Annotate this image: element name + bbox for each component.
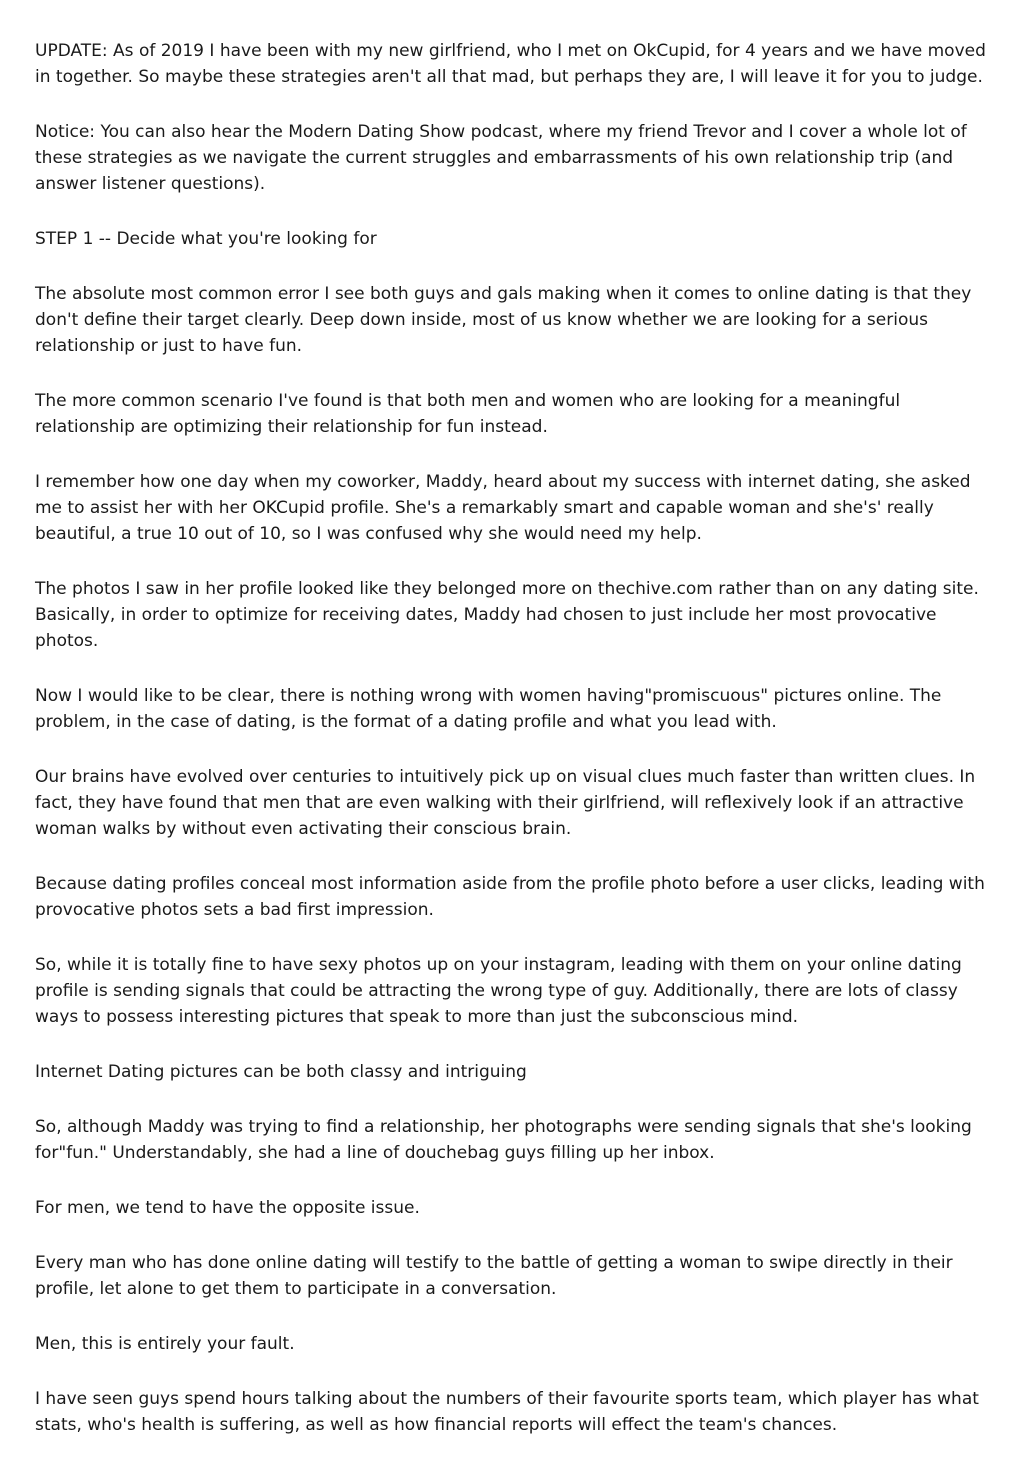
paragraph-notice: Notice: You can also hear the Modern Dating Show podcast, where my friend Trevor and I cover a whole lot of these strategies as we navigate the current struggles and embarrassments of his own relationship trip (and answer listener questions). [35,122,967,194]
paragraph: The photos I saw in her profile looked like they belonged more on thechive.com rather than on any dating site. Basically, in order to optimize for receiving dates, Maddy had chosen to just include her most provocative photos. [35,579,979,651]
paragraph: Because dating profiles conceal most information aside from the profile photo before a user clicks, leading with provocative photos sets a bad first impression. [35,874,985,920]
paragraph: For men, we tend to have the opposite issue. [35,1198,420,1218]
paragraph: I remember how one day when my coworker, Maddy, heard about my success with internet dating, she asked me to assist her with her OKCupid profile. She's a remarkably smart and capable woman and she's' really beautiful, a true 10 out of 10, so I was confused why she would need my help. [35,472,971,544]
paragraph: I have seen guys spend hours talking about the numbers of their favourite sports team, which player has what stats, who's health is suffering, as well as how financial reports will effect the team's chances. [35,1389,979,1435]
paragraph: The more common scenario I've found is that both men and women who are looking for a meaningful relationship are optimizing their relationship for fun instead. [35,391,901,437]
step-heading: STEP 1 -- Decide what you're looking for [35,229,377,249]
paragraph: Men, this is entirely your fault. [35,1334,295,1354]
image-caption: Internet Dating pictures can be both classy and intriguing [35,1062,527,1082]
paragraph: Now I would like to be clear, there is nothing wrong with women having"promiscuous" pictures online. The problem, in the case of dating, is the format of a dating profile and what you lead with. [35,686,942,732]
paragraph: So, while it is totally fine to have sexy photos up on your instagram, leading with them on your online dating profile is sending signals that could be attracting the wrong type of guy. Additionally, there are lots of classy ways to possess interesting pictures that speak to more than just the subconscious mind. [35,955,962,1027]
paragraph: Our brains have evolved over centuries to intuitively pick up on visual clues much faster than written clues. In fact, they have found that men that are even walking with their girlfriend, will reflexively look if an attractive woman walks by without even activating their conscious brain. [35,767,976,839]
paragraph: Every man who has done online dating will testify to the battle of getting a woman to swipe directly in their profile, let alone to get them to participate in a conversation. [35,1253,953,1299]
document-page [35,38,993,1467]
paragraph: So, although Maddy was trying to find a relationship, her photographs were sending signals that she's looking for"fun." Understandably, she had a line of douchebag guys filling up her inbox. [35,1117,972,1163]
paragraph-update: UPDATE: As of 2019 I have been with my new girlfriend, who I met on OkCupid, for 4 years and we have moved in together. So maybe these strategies aren't all that mad, but perhaps they are, I will leave it for you to judge. [35,41,986,87]
paragraph: The absolute most common error I see both guys and gals making when it comes to online dating is that they don't define their target clearly. Deep down inside, most of us know whether we are looking for a serious relationship or just to have fun. [35,284,972,356]
